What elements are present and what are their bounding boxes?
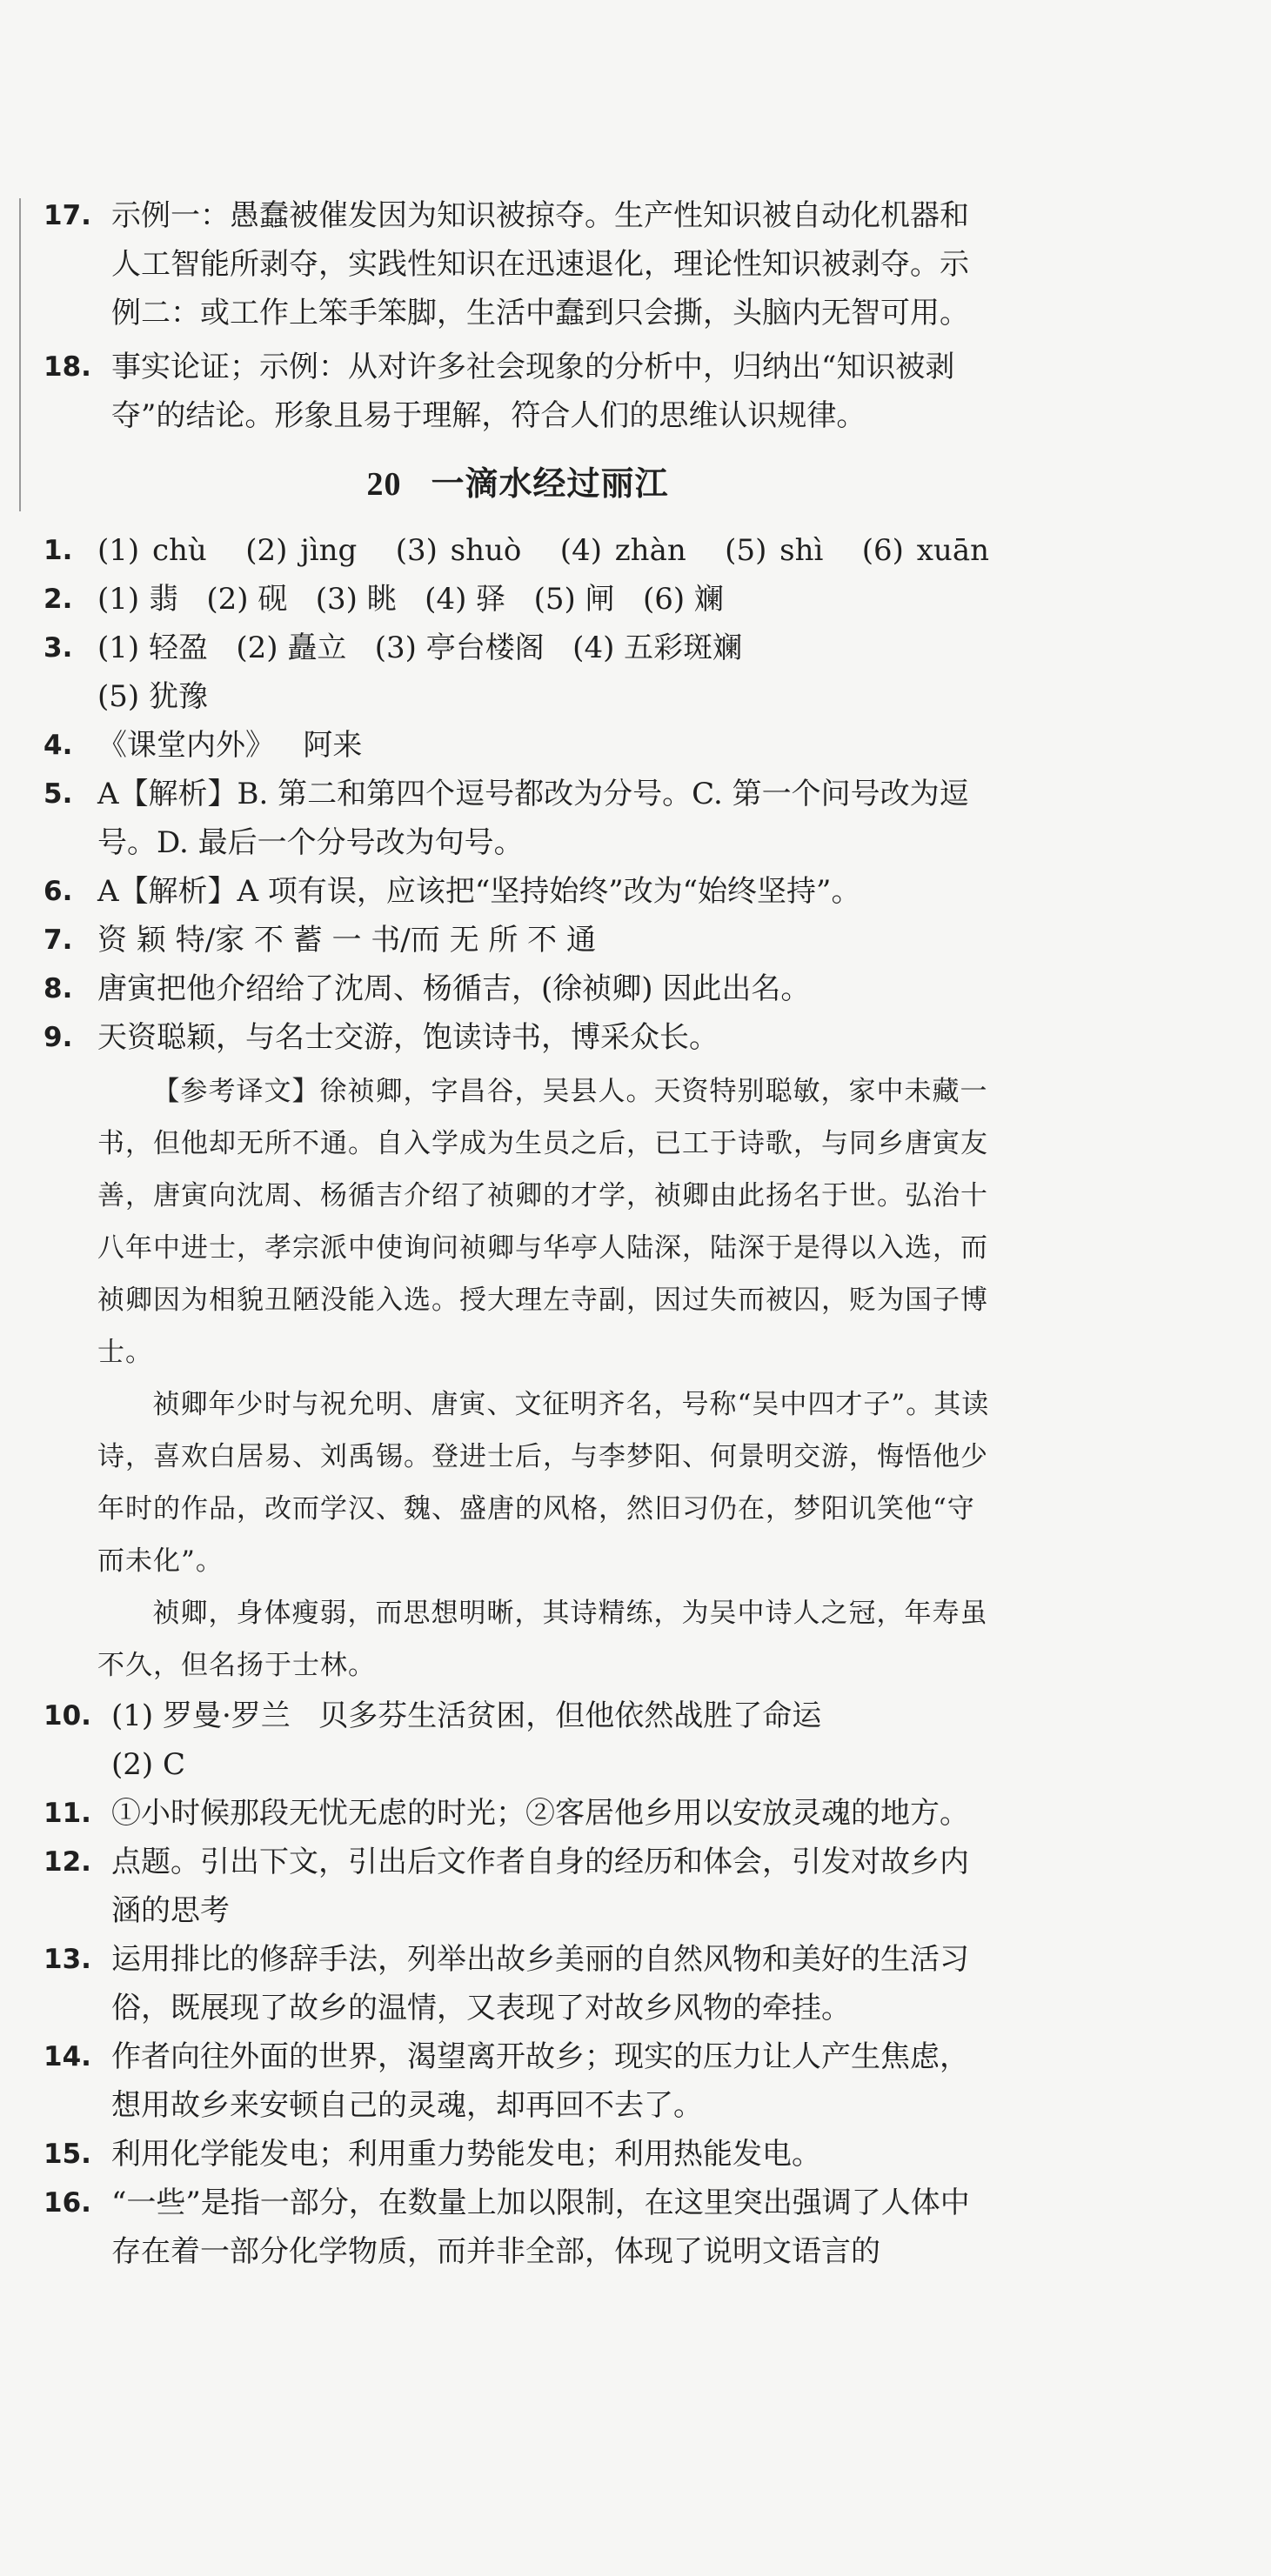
translation-paragraph: 【参考译文】徐祯卿，字昌谷，吴县人。天资特别聪敏，家中未藏一书，但他却无所不通。自入学成为生员之后，已工于诗歌，与同乡唐寅友善，唐寅向沈周、杨循吉介绍了祯卿的才学，祯卿由此扬名于世。弘治十八年中进士，孝宗派中使询问祯卿与华亭人陆深，陆深于是得以入选，而祯卿因为相貌丑陋没能入选。授大理左寺副，因过失而被囚，贬为国子博士。 <box>97 1076 988 1368</box>
answer-item-17 <box>43 191 992 337</box>
answer-item: 16. “一些”是指一部分，在数量上加以限制，在这里突出强调了人体中存在着一部分化学物质，而并非全部，体现了说明文语言的 <box>43 2186 970 2269</box>
answer-item: 3. (1) 轻盈 (2) 矗立 (3) 亭台楼阁 (4) 五彩斑斓 <box>43 631 743 665</box>
answer-content <box>43 191 992 2276</box>
answer-item: 13. 运用排比的修辞手法，列举出故乡美丽的自然风物和美好的生活习俗，既展现了故乡的温情，又表现了对故乡风物的牵挂。 <box>43 1942 969 2025</box>
answer-item: 4. 《课堂内外》 阿来 <box>43 728 363 763</box>
answer-item: (5) 犹豫 <box>97 679 208 714</box>
answer-item: 12. 点题。引出下文，引出后文作者自身的经历和体会，引发对故乡内涵的思考 <box>43 1845 969 1928</box>
section-number: 20 <box>366 466 402 503</box>
answer-item: 8. 唐寅把他介绍给了沈周、杨循吉，(徐祯卿) 因此出名。 <box>43 971 811 1006</box>
item-text: 示例一：愚蠢被催发因为知识被掠夺。生产性知识被自动化机器和人工智能所剥夺，实践性知识在迅速退化，理论性知识被剥夺。示例二：或工作上笨手笨脚，生活中蠢到只会撕，头脑内无智可用。 <box>111 198 969 330</box>
answer-item: 11. ①小时候那段无忧无虑的时光；②客居他乡用以安放灵魂的地方。 <box>43 1796 969 1831</box>
margin-line <box>19 198 21 511</box>
answer-item: 2. (1) 翡 (2) 砚 (3) 眺 (4) 驿 (5) 闸 (6) 斓 <box>43 582 724 617</box>
answer-item: 9. 天资聪颖，与名士交游，饱读诗书，博采众长。 <box>43 1020 719 1055</box>
answer-item: 6. A【解析】A 项有误，应该把“坚持始终”改为“始终坚持”。 <box>43 874 861 909</box>
item-text: 事实论证；示例：从对许多社会现象的分析中，归纳出“知识被剥夺”的结论。形象且易于理解，符合人们的思维认识规律。 <box>111 350 955 433</box>
answer-item: 14. 作者向往外面的世界，渴望离开故乡；现实的压力让人产生焦虑，想用故乡来安顿自己的灵魂，却再回不去了。 <box>43 2039 969 2123</box>
section-title: 一滴水经过丽江 <box>431 464 669 503</box>
translation-paragraph: 祯卿年少时与祝允明、唐寅、文征明齐名，号称“吴中四才子”。其读诗，喜欢白居易、刘禹锡。登进士后，与李梦阳、何景明交游，悔悟他少年时的作品，改而学汉、魏、盛唐的风格，然旧习仍在，梦阳讥笑他“守而未化”。 <box>97 1389 990 1577</box>
answer-item: 5. A【解析】B. 第二和第四个逗号都改为分号。C. 第一个问号改为逗号。D. 最后一个分号改为句号。 <box>43 777 969 860</box>
answer-item-18 <box>43 343 992 440</box>
answer-item: 1. (1) chù (2) jìng (3) shuò (4) zhàn (5) shì (6) xuān <box>43 533 989 568</box>
answer-item: 15. 利用化学能发电；利用重力势能发电；利用热能发电。 <box>43 2137 821 2172</box>
answer-item: 7. 资 颖 特/家 不 蓄 一 书/而 无 所 不 通 <box>43 923 596 958</box>
translation-paragraph: 祯卿，身体瘦弱，而思想明晰，其诗精练，为吴中诗人之冠，年寿虽不久，但名扬于士林。 <box>97 1598 988 1681</box>
item-number: 18. <box>43 351 91 383</box>
answer-item: 10. (1) 罗曼·罗兰 贝多芬生活贫困，但他依然战胜了命运 <box>43 1698 822 1733</box>
item-number: 17. <box>43 200 91 231</box>
section-heading <box>43 457 992 511</box>
answer-item: (2) C <box>111 1747 185 1782</box>
